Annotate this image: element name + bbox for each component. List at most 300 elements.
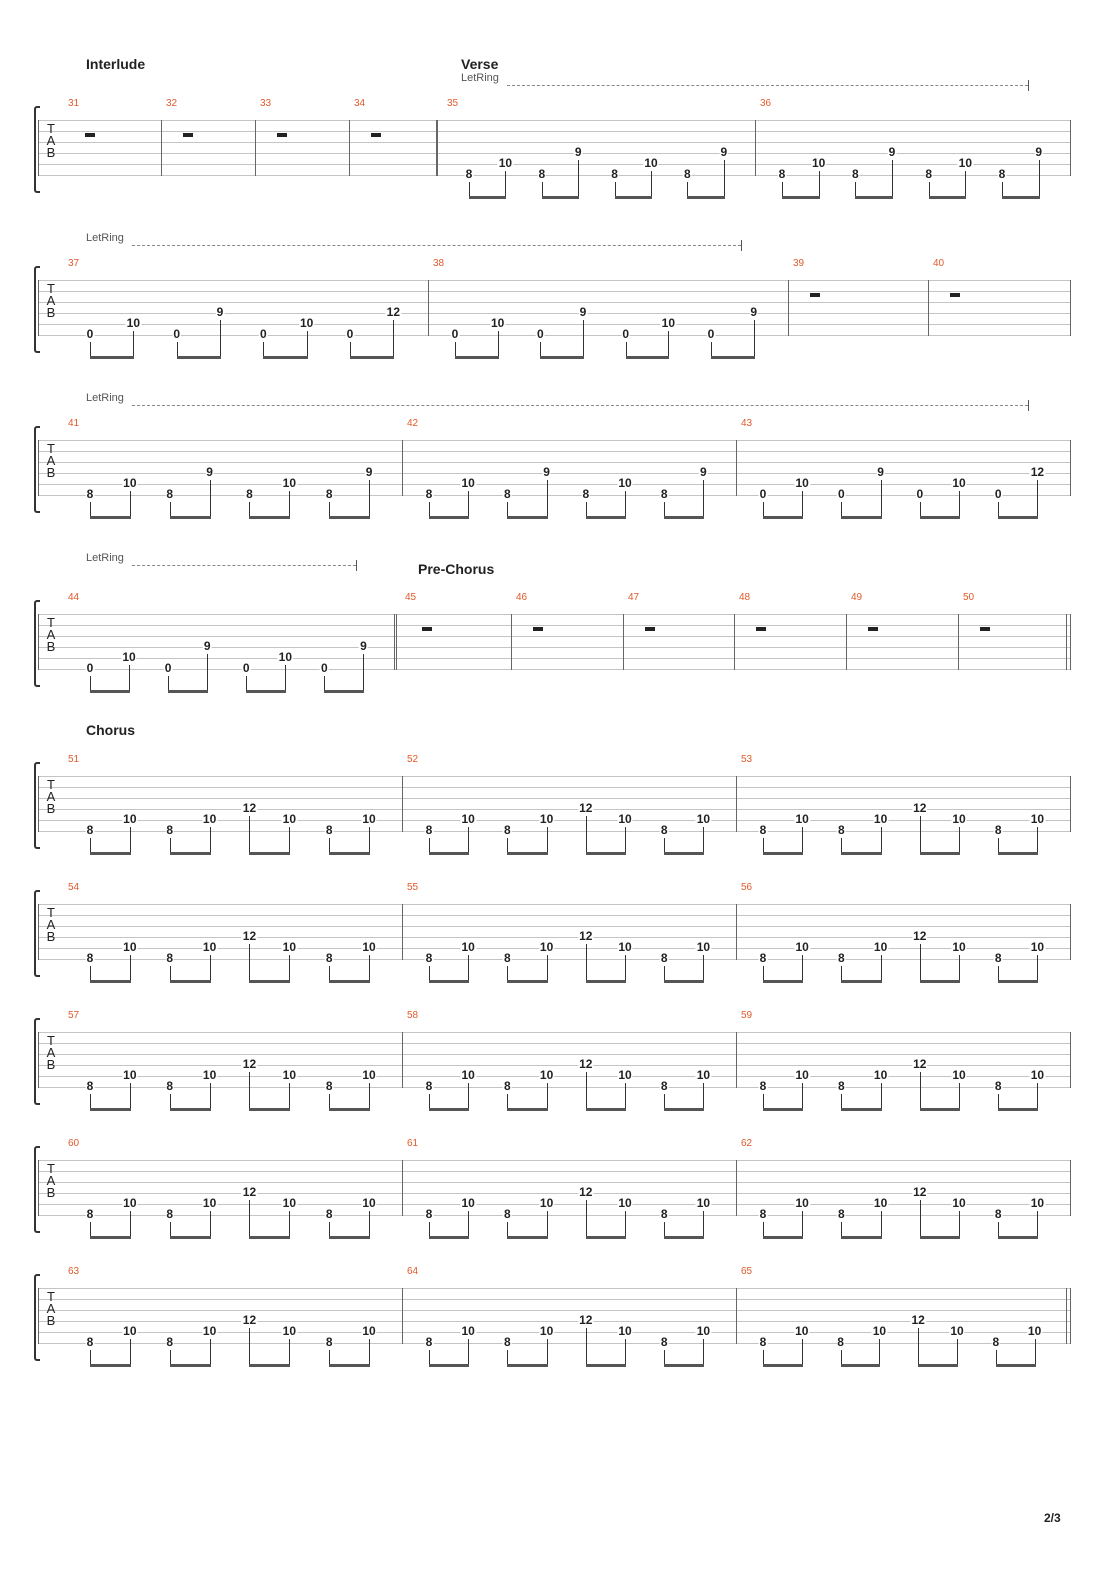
measure-number: 62 (741, 1138, 753, 1149)
note-stem (455, 342, 456, 357)
fret-note: 10 (202, 1324, 217, 1338)
measure-number: 33 (260, 98, 272, 109)
fret-note: 9 (365, 465, 373, 479)
note-beam (687, 196, 724, 199)
fret-note: 8 (660, 487, 668, 501)
measure-number: 45 (405, 592, 417, 603)
note-stem (363, 654, 364, 691)
note-stem (703, 1083, 704, 1109)
fret-note: 9 (888, 145, 896, 159)
note-stem (578, 160, 579, 197)
fret-note: 8 (778, 167, 786, 181)
fret-note: 10 (1030, 940, 1045, 954)
note-stem (289, 491, 290, 517)
fret-note: 10 (696, 1068, 711, 1082)
note-stem (507, 966, 508, 981)
note-beam (246, 690, 286, 693)
note-stem (130, 827, 131, 853)
barline (255, 120, 256, 176)
note-stem (959, 491, 960, 517)
fret-note: 10 (282, 812, 297, 826)
fret-note: 8 (166, 1207, 174, 1221)
fret-note: 10 (696, 812, 711, 826)
note-beam (841, 516, 881, 519)
fret-note: 0 (259, 327, 267, 341)
tab-clef-letter: B (46, 801, 56, 817)
note-beam (664, 980, 704, 983)
tab-clef-letter: T (47, 777, 55, 792)
note-beam (918, 1364, 958, 1367)
fret-note: 8 (851, 167, 859, 181)
fret-note: 0 (622, 327, 629, 341)
tab-clef-letter: T (47, 615, 55, 630)
fret-note: 10 (644, 156, 658, 170)
fret-note: 10 (299, 316, 314, 330)
barline (755, 120, 756, 176)
fret-note: 10 (123, 940, 137, 954)
note-beam (263, 356, 307, 359)
note-stem (586, 944, 587, 981)
measure-number: 38 (433, 258, 445, 269)
tab-clef-letter: B (46, 1057, 56, 1073)
tab-string-line (38, 776, 1070, 777)
let-ring-end (356, 560, 357, 571)
tab-clef-letter: A (46, 1173, 56, 1189)
measure-number: 65 (741, 1266, 753, 1277)
note-stem (429, 1094, 430, 1109)
note-beam (855, 196, 893, 199)
fret-note: 10 (873, 1196, 888, 1210)
fret-note: 10 (873, 940, 888, 954)
fret-note: 10 (539, 1068, 554, 1082)
note-stem (664, 1350, 665, 1365)
rest-mark (277, 133, 287, 137)
barline (736, 776, 737, 832)
tab-clef-letter: B (46, 145, 56, 161)
tab-string-line (38, 175, 1070, 176)
tab-string-line (38, 1215, 1070, 1216)
fret-note: 10 (362, 940, 376, 954)
tab-clef-letter: A (46, 789, 56, 805)
note-stem (625, 491, 626, 517)
fret-note: 12 (242, 1313, 257, 1327)
note-beam (998, 980, 1038, 983)
fret-note: 8 (504, 823, 511, 837)
barline (402, 904, 403, 960)
fret-note: 10 (795, 812, 809, 826)
barline (736, 1288, 737, 1344)
fret-note: 8 (425, 1207, 433, 1221)
fret-note: 8 (504, 951, 511, 965)
note-stem (246, 676, 247, 691)
rest-mark (533, 627, 543, 631)
fret-note: 8 (86, 1079, 94, 1093)
fret-note: 10 (362, 1324, 376, 1338)
fret-note: 8 (582, 487, 590, 501)
barline (511, 614, 512, 670)
measure-number: 63 (68, 1266, 80, 1277)
note-stem (615, 182, 616, 197)
note-stem (210, 1083, 211, 1109)
fret-note: 12 (913, 1057, 927, 1071)
note-beam (998, 852, 1038, 855)
note-beam (168, 690, 208, 693)
note-stem (841, 838, 842, 853)
note-beam (350, 356, 394, 359)
tab-string-line (38, 1043, 1070, 1044)
system-start-barline (38, 280, 39, 336)
note-stem (881, 955, 882, 981)
note-stem (90, 1350, 91, 1365)
tab-clef-letter: A (46, 1045, 56, 1061)
note-stem (763, 1094, 764, 1109)
fret-note: 8 (325, 1335, 333, 1349)
measure-number: 52 (407, 754, 419, 765)
note-beam (920, 852, 960, 855)
fret-note: 10 (618, 476, 632, 490)
note-stem (429, 1350, 430, 1365)
note-beam (920, 1108, 960, 1111)
fret-note: 8 (166, 951, 174, 965)
fret-note: 10 (696, 1324, 711, 1338)
note-stem (802, 1083, 803, 1109)
fret-note: 8 (838, 823, 845, 837)
note-stem (763, 1350, 764, 1365)
note-stem (170, 1094, 171, 1109)
note-stem (324, 676, 325, 691)
tab-clef-letter: A (46, 453, 56, 469)
note-beam (920, 516, 960, 519)
fret-note: 8 (325, 1207, 333, 1221)
barline (1070, 904, 1071, 960)
note-stem (586, 1200, 587, 1237)
fret-note: 10 (1030, 812, 1045, 826)
measure-number: 58 (407, 1010, 419, 1021)
note-stem (920, 502, 921, 517)
note-stem (329, 1350, 330, 1365)
note-stem (468, 491, 469, 517)
tab-clef-letter: B (46, 929, 56, 945)
note-beam (249, 1236, 290, 1239)
fret-note: 8 (425, 1079, 433, 1093)
fret-note: 10 (461, 476, 475, 490)
tab-string-line (38, 131, 1070, 132)
note-beam (542, 196, 579, 199)
note-stem (841, 1350, 842, 1365)
let-ring-end (1028, 80, 1029, 91)
let-ring-line (132, 565, 356, 566)
fret-note: 12 (579, 801, 593, 815)
tab-string-line (38, 1032, 1070, 1033)
rest-mark (868, 627, 878, 631)
tab-string-line (38, 153, 1070, 154)
section-label-pre_chorus: Pre-Chorus (418, 561, 495, 577)
fret-note: 8 (838, 951, 845, 965)
barline (788, 280, 789, 336)
fret-note: 10 (952, 812, 966, 826)
fret-note: 10 (461, 940, 475, 954)
page-number: 2/3 (1044, 1511, 1061, 1525)
barline (428, 280, 429, 336)
note-stem (703, 1211, 704, 1237)
tab-string-line (38, 291, 1070, 292)
note-beam (170, 516, 211, 519)
fret-note: 10 (539, 1324, 554, 1338)
rest-mark (950, 293, 960, 297)
measure-number: 57 (68, 1010, 80, 1021)
note-beam (763, 1364, 803, 1367)
fret-note: 8 (246, 487, 253, 501)
note-beam (329, 516, 370, 519)
note-beam (507, 516, 547, 519)
note-stem (763, 966, 764, 981)
fret-note: 8 (465, 167, 473, 181)
measure-number: 55 (407, 882, 419, 893)
fret-note: 10 (123, 1068, 137, 1082)
system-start-barline (38, 614, 39, 670)
fret-note: 9 (206, 465, 213, 479)
note-beam (90, 852, 131, 855)
tab-string-line (38, 1160, 1070, 1161)
note-stem (625, 1211, 626, 1237)
final-barline (1070, 614, 1071, 670)
measure-number: 37 (68, 258, 80, 269)
note-stem (369, 1211, 370, 1237)
note-stem (289, 1083, 290, 1109)
fret-note: 8 (504, 487, 511, 501)
note-beam (664, 516, 704, 519)
note-stem (855, 182, 856, 197)
barline (349, 120, 350, 176)
double-barline (436, 120, 437, 176)
section-label-verse: Verse (461, 56, 499, 72)
fret-note: 10 (282, 1324, 297, 1338)
note-beam (664, 852, 704, 855)
note-stem (664, 502, 665, 517)
final-barline (1070, 1288, 1071, 1344)
fret-note: 10 (202, 812, 217, 826)
note-stem (959, 1211, 960, 1237)
note-beam (90, 980, 131, 983)
note-beam (324, 690, 364, 693)
note-beam (170, 980, 211, 983)
fret-note: 10 (811, 156, 826, 170)
measure-number: 32 (166, 98, 178, 109)
barline (623, 614, 624, 670)
note-stem (920, 816, 921, 853)
note-stem (350, 342, 351, 357)
note-beam (507, 1364, 547, 1367)
note-beam (711, 356, 755, 359)
fret-note: 9 (750, 305, 757, 319)
note-beam (763, 516, 803, 519)
barline (402, 1032, 403, 1088)
barline (402, 776, 403, 832)
fret-note: 12 (913, 801, 927, 815)
fret-note: 10 (362, 1068, 376, 1082)
tab-string-line (38, 164, 1070, 165)
note-beam (841, 980, 881, 983)
note-beam (1002, 196, 1040, 199)
note-stem (763, 838, 764, 853)
note-beam (329, 1364, 370, 1367)
tab-clef-letter: A (46, 627, 56, 643)
fret-note: 0 (916, 487, 924, 501)
note-stem (249, 1328, 250, 1365)
note-stem (210, 1339, 211, 1365)
fret-note: 8 (325, 1079, 333, 1093)
fret-note: 10 (958, 156, 973, 170)
fret-note: 10 (795, 1068, 809, 1082)
let-ring-end (1028, 400, 1029, 411)
tab-string-line (38, 926, 1070, 927)
fret-note: 8 (837, 1335, 844, 1349)
note-stem (879, 1339, 880, 1365)
note-stem (841, 1094, 842, 1109)
measure-number: 56 (741, 882, 753, 893)
fret-note: 9 (877, 465, 884, 479)
note-beam (329, 852, 370, 855)
let-ring-label: LetRing (86, 232, 124, 244)
note-stem (586, 816, 587, 853)
note-beam (998, 1108, 1038, 1111)
fret-note: 10 (661, 316, 676, 330)
note-stem (668, 331, 669, 357)
fret-note: 10 (202, 940, 217, 954)
tab-string-line (38, 1054, 1070, 1055)
let-ring-line (132, 405, 1028, 406)
note-stem (920, 1200, 921, 1237)
note-beam (90, 1108, 131, 1111)
note-beam (841, 852, 881, 855)
fret-note: 10 (952, 940, 966, 954)
note-stem (782, 182, 783, 197)
system-start-barline (38, 904, 39, 960)
rest-mark (371, 133, 381, 137)
note-stem (998, 502, 999, 517)
note-beam (249, 852, 290, 855)
measure-number: 31 (68, 98, 80, 109)
note-stem (920, 944, 921, 981)
note-beam (763, 1236, 803, 1239)
note-beam (170, 1364, 211, 1367)
note-stem (133, 331, 134, 357)
fret-note: 12 (386, 305, 401, 319)
note-beam (429, 1108, 469, 1111)
measure-number: 34 (354, 98, 366, 109)
note-beam (586, 852, 626, 855)
let-ring-line (132, 245, 741, 246)
note-beam (586, 1108, 626, 1111)
note-stem (168, 676, 169, 691)
note-stem (369, 1339, 370, 1365)
fret-note: 12 (911, 1313, 925, 1327)
fret-note: 10 (202, 1196, 217, 1210)
tab-string-line (38, 280, 1070, 281)
note-beam (429, 1364, 469, 1367)
note-stem (289, 1339, 290, 1365)
tab-clef-letter: B (46, 1313, 56, 1329)
fret-note: 8 (660, 1335, 668, 1349)
measure-number: 43 (741, 418, 753, 429)
let-ring-label: LetRing (461, 72, 499, 84)
note-stem (170, 1350, 171, 1365)
fret-note: 0 (707, 327, 715, 341)
note-stem (369, 480, 370, 517)
fret-note: 10 (795, 1324, 809, 1338)
fret-note: 12 (579, 1057, 593, 1071)
fret-note: 10 (123, 1324, 137, 1338)
barline (1070, 440, 1071, 496)
note-stem (664, 1094, 665, 1109)
barline (736, 1032, 737, 1088)
note-stem (329, 966, 330, 981)
fret-note: 10 (696, 1196, 711, 1210)
fret-note: 9 (203, 639, 211, 653)
note-stem (547, 827, 548, 853)
tab-string-line (38, 798, 1070, 799)
note-stem (210, 827, 211, 853)
note-stem (998, 1094, 999, 1109)
note-stem (703, 480, 704, 517)
fret-note: 0 (759, 487, 767, 501)
note-beam (249, 516, 290, 519)
fret-note: 8 (86, 951, 94, 965)
note-beam (507, 1236, 547, 1239)
fret-note: 10 (126, 316, 141, 330)
note-stem (249, 502, 250, 517)
note-beam (507, 852, 547, 855)
note-stem (329, 1094, 330, 1109)
note-stem (468, 955, 469, 981)
fret-note: 10 (461, 812, 475, 826)
note-stem (1037, 827, 1038, 853)
fret-note: 10 (618, 812, 632, 826)
measure-number: 59 (741, 1010, 753, 1021)
note-stem (498, 331, 499, 357)
fret-note: 12 (242, 1057, 257, 1071)
note-stem (170, 1222, 171, 1237)
note-stem (965, 171, 966, 197)
note-stem (329, 1222, 330, 1237)
barline (736, 440, 737, 496)
barline (1070, 280, 1071, 336)
fret-note: 10 (696, 940, 711, 954)
barline (402, 440, 403, 496)
note-stem (468, 1339, 469, 1365)
double-barline (394, 614, 395, 670)
tab-string-line (38, 636, 1070, 637)
barline (1070, 776, 1071, 832)
tab-clef-letter: B (46, 1185, 56, 1201)
fret-note: 0 (242, 661, 250, 675)
fret-note: 12 (242, 1185, 257, 1199)
tab-string-line (38, 462, 1070, 463)
measure-number: 54 (68, 882, 80, 893)
fret-note: 9 (720, 145, 728, 159)
note-stem (329, 502, 330, 517)
fret-note: 8 (759, 951, 767, 965)
fret-note: 8 (425, 487, 433, 501)
note-stem (210, 1211, 211, 1237)
note-stem (505, 171, 506, 197)
note-beam (249, 1108, 290, 1111)
fret-note: 0 (451, 327, 459, 341)
rest-mark (980, 627, 990, 631)
note-stem (998, 838, 999, 853)
note-beam (429, 1236, 469, 1239)
fret-note: 10 (282, 940, 297, 954)
